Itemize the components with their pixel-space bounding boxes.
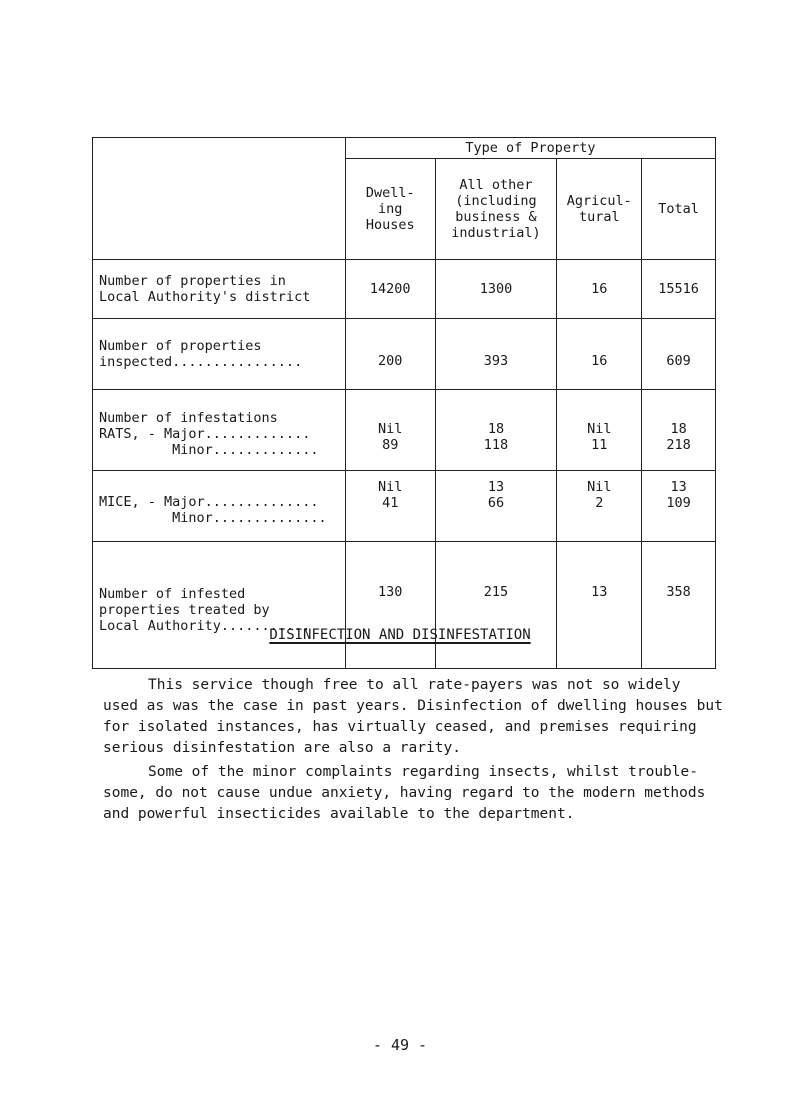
paragraph: Some of the minor complaints regarding insects, whilst trouble-some, do not cause undue anxiety, having regard to the modern methods and powerful insecticides available to the department. <box>103 764 706 822</box>
row-label: Number of properties in Local Authority's district <box>93 260 346 319</box>
cell-other: 18 118 <box>435 390 557 471</box>
column-header-dwelling-houses: Dwell- ing Houses <box>345 159 435 260</box>
table-row <box>93 471 716 542</box>
cell-agricultural: Nil 11 <box>557 390 642 471</box>
paragraph: This service though free to all rate-payers was not so widely used as was the case in past years. Disinfection of dwelling houses but for isolated instances, has virtually ceased, and premises requiring serious disinfestation are also a rarity. <box>103 677 723 756</box>
page-number: - 49 - <box>372 1036 428 1054</box>
cell-dwelling: 14200 <box>345 260 435 319</box>
column-header-total: Total <box>642 159 716 260</box>
cell-dwelling: 200 <box>345 319 435 390</box>
cell-total: 358 <box>642 542 716 669</box>
table-row <box>93 542 716 669</box>
cell-agricultural: 13 <box>557 542 642 669</box>
cell-dwelling: Nil 89 <box>345 390 435 471</box>
column-header-all-other: All other (including business & industrial) <box>435 159 557 260</box>
cell-total: 609 <box>642 319 716 390</box>
cell-agricultural: 16 <box>557 319 642 390</box>
table-corner-cell <box>93 138 346 260</box>
cell-agricultural: 16 <box>557 260 642 319</box>
property-infestation-table <box>92 137 716 669</box>
table-row <box>93 260 716 319</box>
cell-other: 1300 <box>435 260 557 319</box>
cell-other: 215 <box>435 542 557 669</box>
table-row <box>93 390 716 471</box>
cell-dwelling: Nil 41 <box>345 471 435 542</box>
cell-agricultural: Nil 2 <box>557 471 642 542</box>
type-of-property-header: Type of Property <box>345 138 715 159</box>
row-label: MICE, - Major.............. Minor.............. <box>93 471 346 542</box>
row-label: Number of infested properties treated by Local Authority........... <box>93 542 346 669</box>
cell-other: 13 66 <box>435 471 557 542</box>
table-row <box>93 319 716 390</box>
row-label: Number of infestations RATS, - Major............. Minor............. <box>93 390 346 471</box>
cell-total: 15516 <box>642 260 716 319</box>
column-header-agricultural: Agricul- tural <box>557 159 642 260</box>
cell-total: 13 109 <box>642 471 716 542</box>
cell-dwelling: 130 <box>345 542 435 669</box>
cell-other: 393 <box>435 319 557 390</box>
section-heading: DISINFECTION AND DISINFESTATION <box>269 627 531 643</box>
cell-total: 18 218 <box>642 390 716 471</box>
row-label: Number of properties inspected................ <box>93 319 346 390</box>
